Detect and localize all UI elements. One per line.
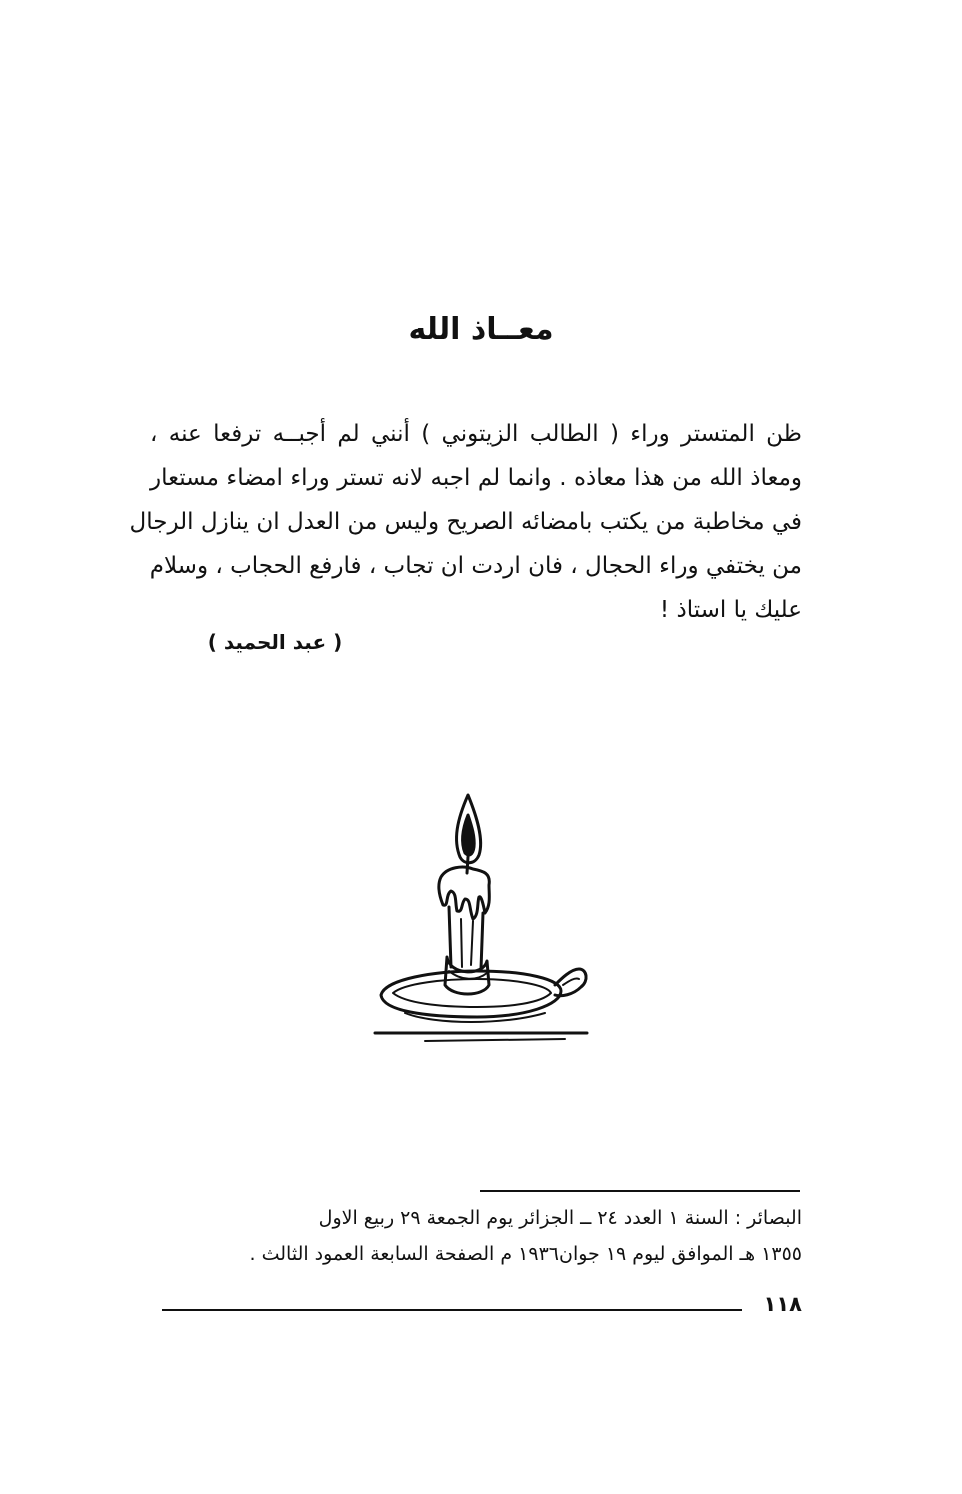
footnote-line: البصائر : السنة ١ العدد ٢٤ ــ الجزائر يوم الجمعة ٢٩ ربيع الاول (318, 1207, 802, 1229)
author-signature: ( عبد الحميد ) (207, 630, 343, 654)
candle-icon (365, 785, 595, 1050)
body-line: ظن المتستر وراء ( الطالب الزيتوني ) أنني لم أجبــه ترفعا عنه ، (150, 421, 802, 447)
footnote-line: ١٣٥٥ هـ الموافق ليوم ١٩ جوان١٩٣٦ م الصفحة السابعة العمود الثالث . (249, 1243, 802, 1265)
body-line: في مخاطبة من يكتب بامضائه الصريح وليس من العدل ان ينازل الرجال (129, 509, 802, 535)
page-footer-rule (162, 1309, 742, 1311)
article-body (129, 412, 802, 632)
page-number: ١١٨ (763, 1292, 802, 1316)
body-line: من يختفي وراء الحجال ، فان اردت ان تجاب ، فارفع الحجاب ، وسلام (149, 553, 802, 579)
body-line: ومعاذ الله من هذا معاذه . وانما لم اجبه لانه تستر وراء امضاء مستعار (150, 465, 802, 491)
page-title: معــاذ الله (408, 312, 554, 347)
body-line: عليك يا استاذ ! (659, 597, 802, 623)
footnote-divider (480, 1190, 800, 1192)
footnote (150, 1200, 802, 1272)
